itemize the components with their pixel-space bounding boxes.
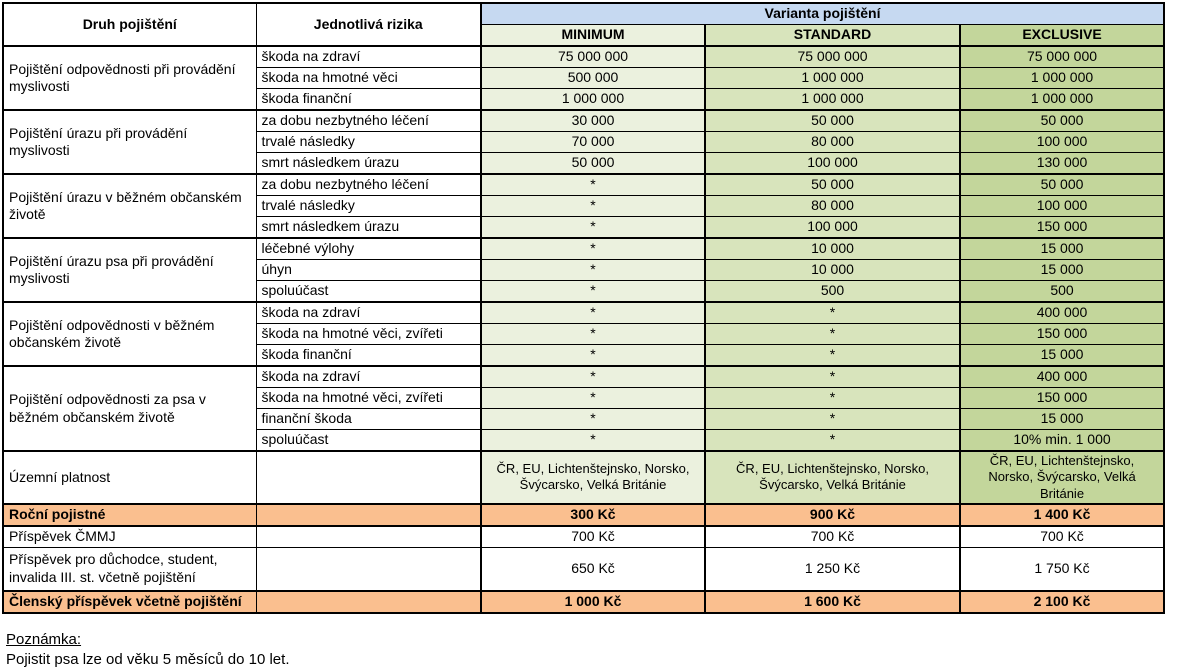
summary-value-cell: 1 250 Kč bbox=[705, 547, 960, 591]
summary-value-cell: 700 Kč bbox=[960, 526, 1164, 548]
value-cell: * bbox=[481, 430, 705, 452]
table-row bbox=[3, 110, 1164, 132]
summary-row bbox=[3, 526, 1164, 548]
value-cell: 100 000 bbox=[960, 196, 1164, 217]
value-cell: * bbox=[481, 366, 705, 388]
value-cell: 30 000 bbox=[481, 110, 705, 132]
value-cell: * bbox=[705, 324, 960, 345]
summary-row bbox=[3, 591, 1164, 613]
insurance-type-label: Pojištění odpovědnosti za psa v běžném občanském životě bbox=[3, 366, 256, 451]
value-cell: * bbox=[481, 238, 705, 260]
insurance-type-label: Pojištění odpovědnosti při provádění myslivosti bbox=[3, 46, 256, 110]
territorial-validity-label: Územní platnost bbox=[3, 451, 256, 504]
value-cell: * bbox=[481, 302, 705, 324]
empty-cell bbox=[256, 547, 481, 591]
column-header-druh-pojisteni: Druh pojištění bbox=[3, 3, 256, 46]
value-cell: 75 000 000 bbox=[705, 46, 960, 68]
value-cell: * bbox=[481, 388, 705, 409]
risk-label: škoda finanční bbox=[256, 89, 481, 111]
territorial-validity-row bbox=[3, 451, 1164, 504]
value-cell: 50 000 bbox=[481, 153, 705, 175]
value-cell: * bbox=[481, 409, 705, 430]
empty-cell bbox=[256, 526, 481, 548]
value-cell: * bbox=[705, 430, 960, 452]
value-cell: * bbox=[705, 388, 960, 409]
empty-cell bbox=[256, 504, 481, 526]
value-cell: * bbox=[705, 409, 960, 430]
insurance-comparison-table bbox=[2, 2, 1165, 614]
variant-header-minimum: MINIMUM bbox=[481, 25, 705, 47]
risk-label: škoda na hmotné věci, zvířeti bbox=[256, 324, 481, 345]
value-cell: 10 000 bbox=[705, 260, 960, 281]
table-row bbox=[3, 46, 1164, 68]
risk-label: léčebné výlohy bbox=[256, 238, 481, 260]
value-cell: 50 000 bbox=[705, 174, 960, 196]
summary-value-cell: 900 Kč bbox=[705, 504, 960, 526]
risk-label: škoda na hmotné věci bbox=[256, 68, 481, 89]
value-cell: 10% min. 1 000 bbox=[960, 430, 1164, 452]
insurance-type-label: Pojištění úrazu při provádění myslivosti bbox=[3, 110, 256, 174]
summary-value-cell: 1 400 Kč bbox=[960, 504, 1164, 526]
value-cell: * bbox=[481, 324, 705, 345]
value-cell: 100 000 bbox=[705, 217, 960, 239]
value-cell: 15 000 bbox=[960, 409, 1164, 430]
value-cell: * bbox=[481, 196, 705, 217]
risk-label: finanční škoda bbox=[256, 409, 481, 430]
empty-cell bbox=[256, 451, 481, 504]
risk-label: smrt následkem úrazu bbox=[256, 217, 481, 239]
value-cell: 70 000 bbox=[481, 132, 705, 153]
risk-label: smrt následkem úrazu bbox=[256, 153, 481, 175]
value-cell: 10 000 bbox=[705, 238, 960, 260]
summary-value-cell: 300 Kč bbox=[481, 504, 705, 526]
risk-label: trvalé následky bbox=[256, 196, 481, 217]
value-cell: * bbox=[481, 345, 705, 367]
insurance-type-label: Pojištění úrazu v běžném občanském životě bbox=[3, 174, 256, 238]
summary-label: Členský příspěvek včetně pojištění bbox=[3, 591, 256, 613]
value-cell: 50 000 bbox=[960, 110, 1164, 132]
territory-value-cell: ČR, EU, Lichtenštejnsko, Norsko, Švýcarsko, Velká Británie bbox=[481, 451, 705, 504]
summary-value-cell: 650 Kč bbox=[481, 547, 705, 591]
insurance-type-label: Pojištění úrazu psa při provádění myslivosti bbox=[3, 238, 256, 302]
risk-label: spoluúčast bbox=[256, 430, 481, 452]
value-cell: 500 000 bbox=[481, 68, 705, 89]
value-cell: * bbox=[481, 260, 705, 281]
risk-label: trvalé následky bbox=[256, 132, 481, 153]
value-cell: 15 000 bbox=[960, 260, 1164, 281]
risk-label: škoda finanční bbox=[256, 345, 481, 367]
value-cell: 150 000 bbox=[960, 217, 1164, 239]
value-cell: * bbox=[481, 281, 705, 303]
value-cell: 15 000 bbox=[960, 345, 1164, 367]
risk-label: spoluúčast bbox=[256, 281, 481, 303]
value-cell: 400 000 bbox=[960, 366, 1164, 388]
summary-value-cell: 1 000 Kč bbox=[481, 591, 705, 613]
value-cell: 1 000 000 bbox=[960, 68, 1164, 89]
value-cell: 1 000 000 bbox=[705, 68, 960, 89]
risk-label: za dobu nezbytného léčení bbox=[256, 110, 481, 132]
summary-value-cell: 2 100 Kč bbox=[960, 591, 1164, 613]
value-cell: 80 000 bbox=[705, 196, 960, 217]
value-cell: 100 000 bbox=[705, 153, 960, 175]
value-cell: 1 000 000 bbox=[705, 89, 960, 111]
risk-label: škoda na zdraví bbox=[256, 46, 481, 68]
risk-label: úhyn bbox=[256, 260, 481, 281]
table-row bbox=[3, 366, 1164, 388]
table-row bbox=[3, 174, 1164, 196]
value-cell: * bbox=[481, 174, 705, 196]
column-header-jednotliva-rizika: Jednotlivá rizika bbox=[256, 3, 481, 46]
summary-label: Příspěvek ČMMJ bbox=[3, 526, 256, 548]
territory-value-cell: ČR, EU, Lichtenštejnsko, Norsko, Švýcarsko, Velká Británie bbox=[960, 451, 1164, 504]
header-row-top bbox=[3, 3, 1164, 25]
value-cell: * bbox=[705, 366, 960, 388]
column-header-varianta-pojisteni: Varianta pojištění bbox=[481, 3, 1164, 25]
table-row bbox=[3, 238, 1164, 260]
summary-value-cell: 1 600 Kč bbox=[705, 591, 960, 613]
value-cell: * bbox=[481, 217, 705, 239]
value-cell: 150 000 bbox=[960, 388, 1164, 409]
risk-label: za dobu nezbytného léčení bbox=[256, 174, 481, 196]
table-row bbox=[3, 302, 1164, 324]
value-cell: 150 000 bbox=[960, 324, 1164, 345]
territory-value-cell: ČR, EU, Lichtenštejnsko, Norsko, Švýcarsko, Velká Británie bbox=[705, 451, 960, 504]
summary-value-cell: 700 Kč bbox=[705, 526, 960, 548]
value-cell: * bbox=[705, 302, 960, 324]
insurance-type-label: Pojištění odpovědnosti v běžném občanském životě bbox=[3, 302, 256, 366]
note-title: Poznámka: bbox=[6, 630, 82, 648]
value-cell: 500 bbox=[960, 281, 1164, 303]
value-cell: 400 000 bbox=[960, 302, 1164, 324]
value-cell: * bbox=[705, 345, 960, 367]
note-text: Pojistit psa lze od věku 5 měsíců do 10 let. bbox=[6, 650, 290, 668]
value-cell: 500 bbox=[705, 281, 960, 303]
summary-row bbox=[3, 547, 1164, 591]
summary-label: Roční pojistné bbox=[3, 504, 256, 526]
empty-cell bbox=[256, 591, 481, 613]
value-cell: 1 000 000 bbox=[960, 89, 1164, 111]
risk-label: škoda na hmotné věci, zvířeti bbox=[256, 388, 481, 409]
summary-row bbox=[3, 504, 1164, 526]
value-cell: 75 000 000 bbox=[481, 46, 705, 68]
value-cell: 75 000 000 bbox=[960, 46, 1164, 68]
risk-label: škoda na zdraví bbox=[256, 366, 481, 388]
summary-label: Příspěvek pro důchodce, student, invalida III. st. včetně pojištění bbox=[3, 547, 256, 591]
value-cell: 50 000 bbox=[705, 110, 960, 132]
value-cell: 1 000 000 bbox=[481, 89, 705, 111]
variant-header-exclusive: EXCLUSIVE bbox=[960, 25, 1164, 47]
risk-label: škoda na zdraví bbox=[256, 302, 481, 324]
value-cell: 50 000 bbox=[960, 174, 1164, 196]
value-cell: 80 000 bbox=[705, 132, 960, 153]
value-cell: 15 000 bbox=[960, 238, 1164, 260]
value-cell: 130 000 bbox=[960, 153, 1164, 175]
summary-value-cell: 1 750 Kč bbox=[960, 547, 1164, 591]
variant-header-standard: STANDARD bbox=[705, 25, 960, 47]
summary-value-cell: 700 Kč bbox=[481, 526, 705, 548]
value-cell: 100 000 bbox=[960, 132, 1164, 153]
